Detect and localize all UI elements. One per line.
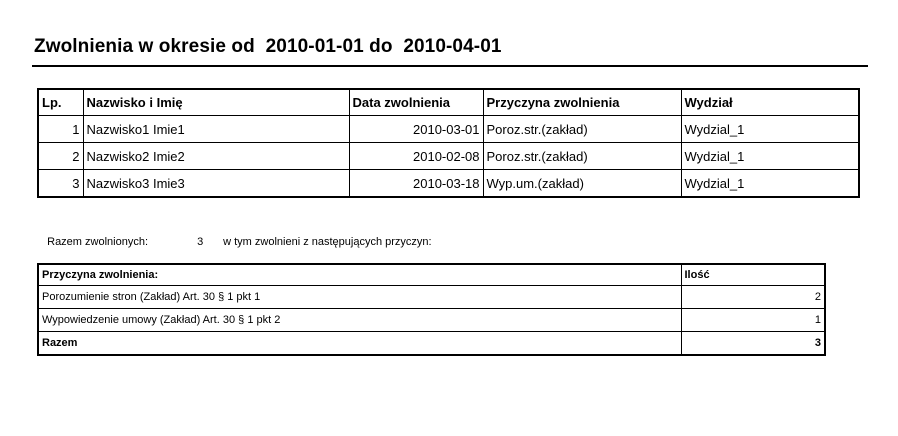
cell-date: 2010-02-08 — [349, 143, 483, 170]
total-row — [38, 332, 825, 356]
cell-qty: 1 — [681, 309, 825, 332]
summary-suffix: w tym zwolnieni z następujących przyczyn: — [223, 236, 432, 248]
report-title: Zwolnienia w okresie od 2010-01-01 do 2010-04-01 — [34, 36, 502, 57]
cell-date: 2010-03-01 — [349, 116, 483, 143]
column-header-qty: Ilość — [681, 264, 825, 286]
reasons-table — [37, 263, 826, 356]
total-qty: 3 — [681, 332, 825, 356]
table-header-row — [38, 89, 859, 116]
title-divider — [32, 65, 868, 67]
cell-date: 2010-03-18 — [349, 170, 483, 198]
cell-lp: 3 — [38, 170, 83, 198]
cell-name: Nazwisko3 Imie3 — [83, 170, 349, 198]
table-row — [38, 116, 859, 143]
cell-qty: 2 — [681, 286, 825, 309]
column-header-reason: Przyczyna zwolnienia — [483, 89, 681, 116]
cell-lp: 1 — [38, 116, 83, 143]
cell-dept: Wydzial_1 — [681, 116, 859, 143]
summary-label: Razem zwolnionych: — [47, 236, 148, 248]
column-header-dept: Wydział — [681, 89, 859, 116]
cell-name: Nazwisko1 Imie1 — [83, 116, 349, 143]
table-row — [38, 170, 859, 198]
column-header-reason: Przyczyna zwolnienia: — [38, 264, 681, 286]
summary-line — [41, 224, 432, 248]
table-row — [38, 309, 825, 332]
cell-name: Nazwisko2 Imie2 — [83, 143, 349, 170]
column-header-date: Data zwolnienia — [349, 89, 483, 116]
cell-reason: Porozumienie stron (Zakład) Art. 30 § 1 pkt 1 — [38, 286, 681, 309]
cell-lp: 2 — [38, 143, 83, 170]
table-row — [38, 143, 859, 170]
cell-reason: Wyp.um.(zakład) — [483, 170, 681, 198]
cell-reason: Poroz.str.(zakład) — [483, 116, 681, 143]
column-header-name: Nazwisko i Imię — [83, 89, 349, 116]
cell-dept: Wydzial_1 — [681, 143, 859, 170]
table-header-row — [38, 264, 825, 286]
cell-reason: Poroz.str.(zakład) — [483, 143, 681, 170]
column-header-lp: Lp. — [38, 89, 83, 116]
summary-count: 3 — [197, 236, 204, 248]
table-row — [38, 286, 825, 309]
total-label: Razem — [38, 332, 681, 356]
cell-reason: Wypowiedzenie umowy (Zakład) Art. 30 § 1 pkt 2 — [38, 309, 681, 332]
dismissals-table — [37, 88, 860, 198]
cell-dept: Wydzial_1 — [681, 170, 859, 198]
